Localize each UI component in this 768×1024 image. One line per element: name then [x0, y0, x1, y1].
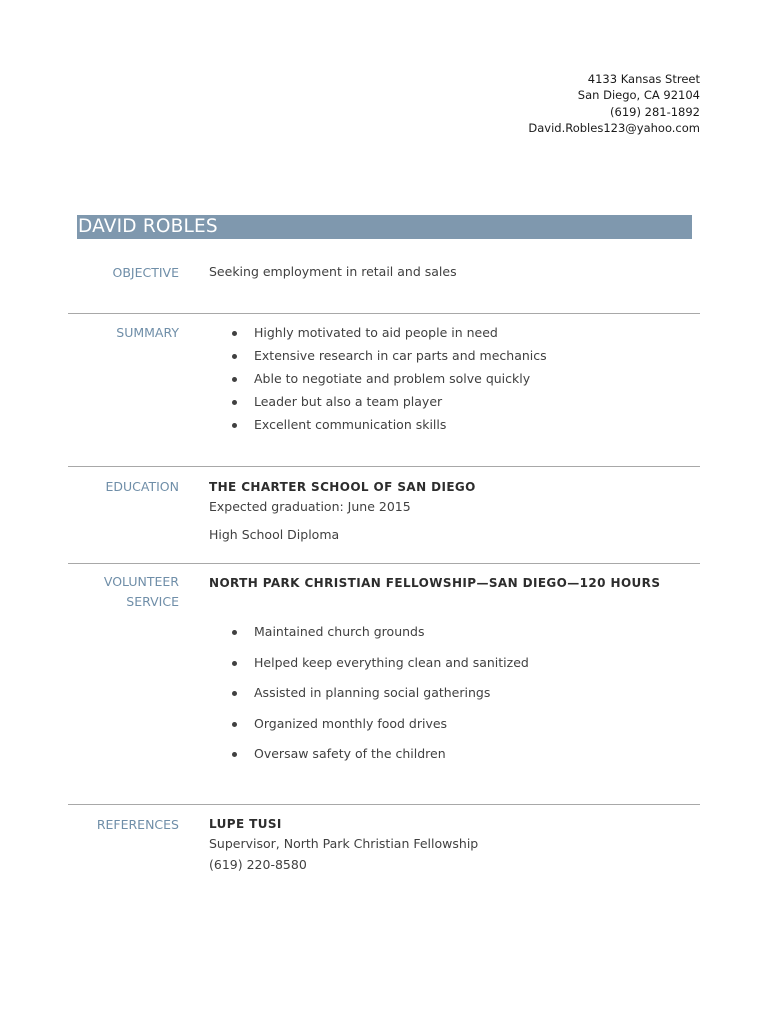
volunteer-label-line2: SERVICE	[126, 594, 179, 609]
contact-phone: (619) 281-1892	[610, 104, 700, 119]
reference-phone: (619) 220-8580	[209, 857, 307, 872]
volunteer-list	[209, 622, 529, 775]
volunteer-item-text: Oversaw safety of the children	[254, 746, 446, 761]
graduation-date: Expected graduation: June 2015	[209, 499, 411, 514]
list-item	[209, 714, 529, 745]
section-divider	[68, 563, 700, 564]
person-name: DAVID ROBLES	[78, 216, 218, 237]
list-item	[209, 346, 547, 369]
summary-item-text: Leader but also a team player	[254, 394, 443, 409]
contact-block	[528, 71, 700, 136]
section-divider	[68, 466, 700, 467]
list-item	[209, 392, 547, 415]
objective-text: Seeking employment in retail and sales	[209, 264, 457, 279]
references-label: REFERENCES	[96, 817, 179, 832]
summary-list	[209, 323, 547, 438]
bullet-icon	[232, 331, 237, 336]
list-item	[209, 622, 529, 653]
objective-label: OBJECTIVE	[112, 265, 179, 280]
diploma: High School Diploma	[209, 527, 340, 542]
section-divider	[68, 804, 700, 805]
bullet-icon	[232, 400, 237, 405]
name-banner	[77, 215, 692, 239]
summary-item-text: Excellent communication skills	[254, 417, 447, 432]
contact-street: 4133 Kansas Street	[587, 72, 700, 86]
school-name: THE CHARTER SCHOOL OF SAN DIEGO	[209, 480, 476, 494]
summary-item-text: Highly motivated to aid people in need	[254, 325, 498, 340]
list-item	[209, 744, 529, 775]
volunteer-item-text: Maintained church grounds	[254, 624, 425, 639]
education-label: EDUCATION	[105, 479, 179, 494]
contact-city: San Diego, CA 92104	[577, 88, 700, 103]
bullet-icon	[232, 691, 237, 696]
bullet-icon	[232, 630, 237, 635]
bullet-icon	[232, 752, 237, 757]
volunteer-heading: NORTH PARK CHRISTIAN FELLOWSHIP—SAN DIEGO—120 HOURS	[209, 576, 661, 590]
contact-email: David.Robles123@yahoo.com	[528, 120, 700, 135]
list-item	[209, 415, 547, 438]
list-item	[209, 653, 529, 684]
reference-title: Supervisor, North Park Christian Fellowship	[209, 836, 479, 851]
summary-item-text: Extensive research in car parts and mechanics	[254, 348, 547, 363]
list-item	[209, 323, 547, 346]
list-item	[209, 369, 547, 392]
list-item	[209, 683, 529, 714]
bullet-icon	[232, 354, 237, 359]
summary-item-text: Able to negotiate and problem solve quickly	[254, 371, 531, 386]
reference-name: LUPE TUSI	[209, 817, 282, 831]
bullet-icon	[232, 722, 237, 727]
section-divider	[68, 313, 700, 314]
bullet-icon	[232, 377, 237, 382]
summary-label: SUMMARY	[116, 325, 179, 340]
volunteer-item-text: Assisted in planning social gatherings	[254, 685, 491, 700]
bullet-icon	[232, 661, 237, 666]
volunteer-label	[68, 572, 179, 612]
bullet-icon	[232, 423, 237, 428]
volunteer-item-text: Helped keep everything clean and sanitized	[254, 654, 529, 670]
volunteer-label-line1: VOLUNTEER	[103, 574, 179, 589]
volunteer-item-text: Organized monthly food drives	[254, 715, 448, 731]
